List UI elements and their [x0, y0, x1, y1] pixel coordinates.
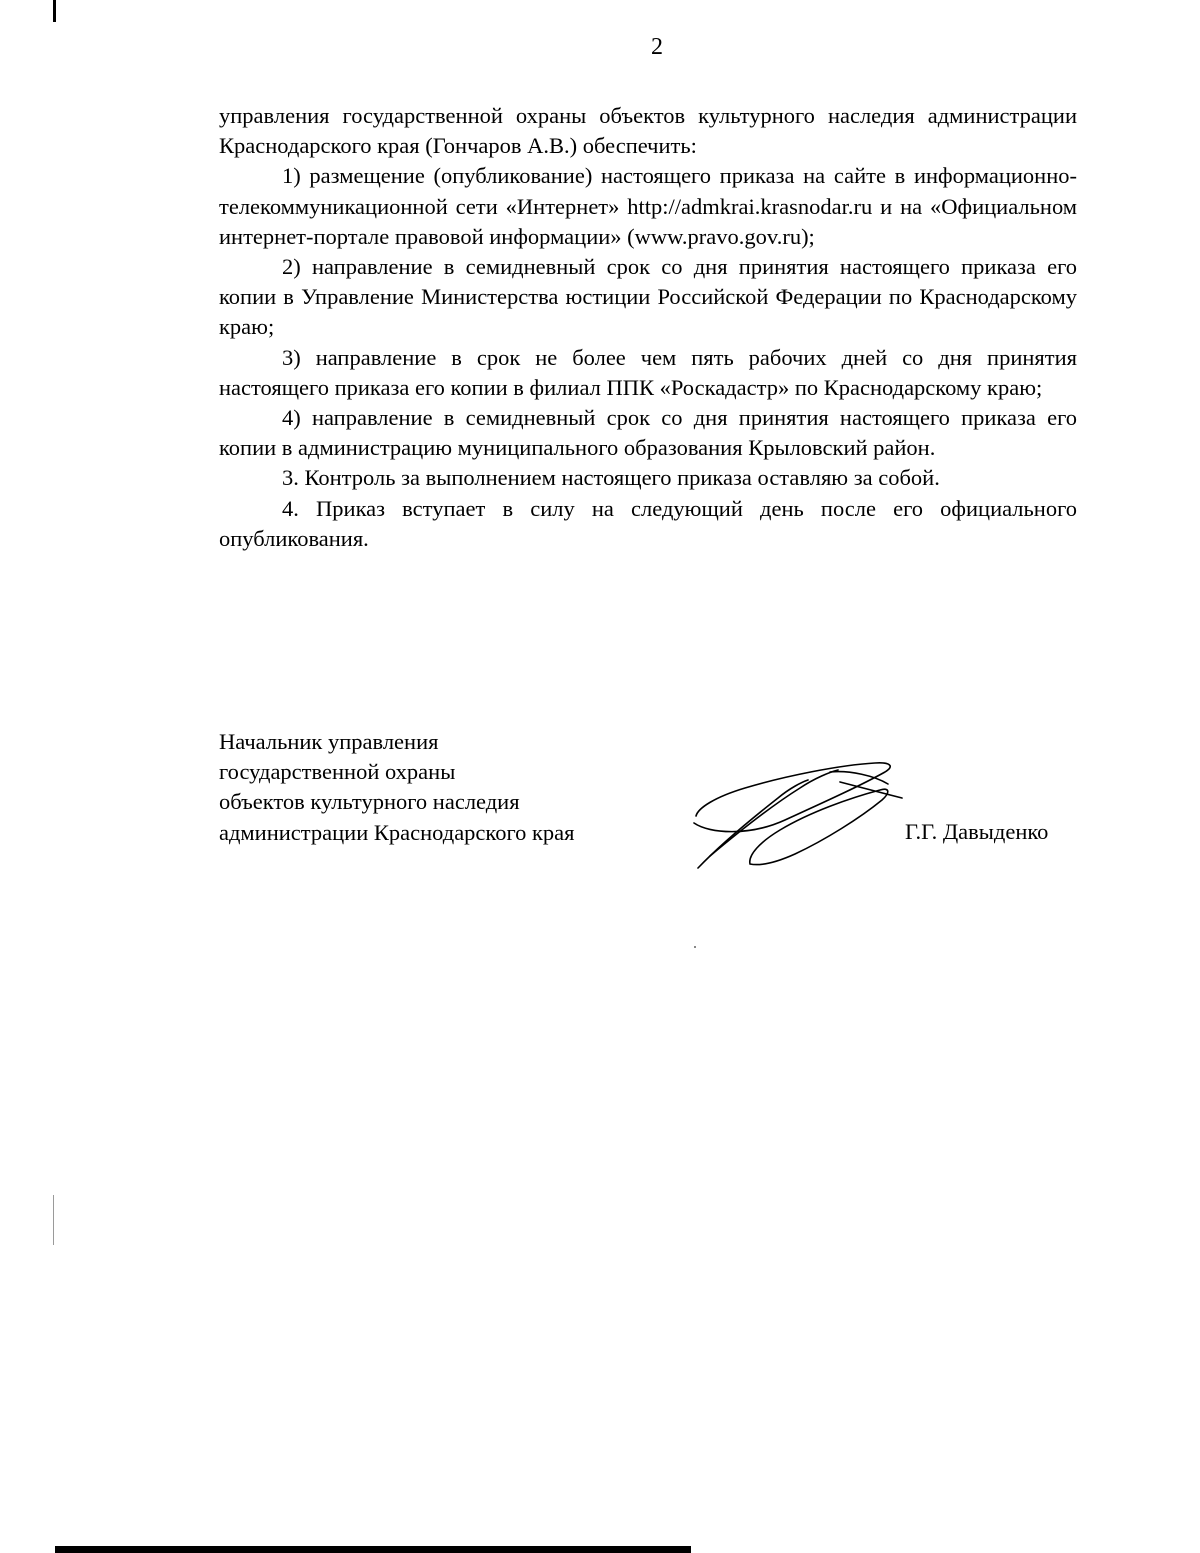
- signer-name: Г.Г. Давыденко: [905, 819, 1049, 844]
- signer-position-line: объектов культурного наследия: [219, 789, 520, 815]
- paragraph-item-4: 4) направление в семидневный срок со дня принятия настоящего приказа его копии в администрацию муниципального образования Крыловский район.: [219, 405, 1077, 461]
- paragraph-item-1: 1) размещение (опубликование) настоящего приказа на сайте в информационно-телекоммуникационной сети «Интернет» http://admkrai.krasnodar.ru и на «Официальном интернет-портале правовой информации» (www.pravo.gov.ru);: [219, 163, 1077, 249]
- scan-edge-mark-top: [53, 0, 56, 22]
- scan-edge-mark-left: [53, 1195, 54, 1245]
- paragraph-clause-4: 4. Приказ вступает в силу на следующий день после его официального опубликования.: [219, 495, 1077, 551]
- document-body: [219, 101, 1077, 554]
- scan-speck: [694, 946, 696, 948]
- paragraph-clause-3: 3. Контроль за выполнением настоящего приказа оставляю за собой.: [282, 465, 940, 491]
- paragraph-item-2: 2) направление в семидневный срок со дня принятия настоящего приказа его копии в Управление Министерства юстиции Российской Федерации по Краснодарскому краю;: [219, 254, 1077, 340]
- page-number: 2: [651, 34, 663, 60]
- signer-position: [219, 727, 575, 848]
- paragraph-item-3: 3) направление в срок не более чем пять рабочих дней со дня принятия настоящего приказа его копии в филиал ППК «Роскадастр» по Краснодарскому краю;: [219, 344, 1077, 400]
- handwritten-signature: [690, 760, 910, 875]
- scan-edge-mark-bottom: [55, 1546, 691, 1553]
- signer-position-line: Начальник управления: [219, 729, 439, 754]
- paragraph-intro: управления государственной охраны объектов культурного наследия администрации Краснодарского края (Гончаров А.В.) обеспечить:: [219, 103, 1077, 159]
- signer-position-line: государственной охраны: [219, 759, 456, 785]
- signer-position-line: администрации Краснодарского края: [219, 819, 575, 845]
